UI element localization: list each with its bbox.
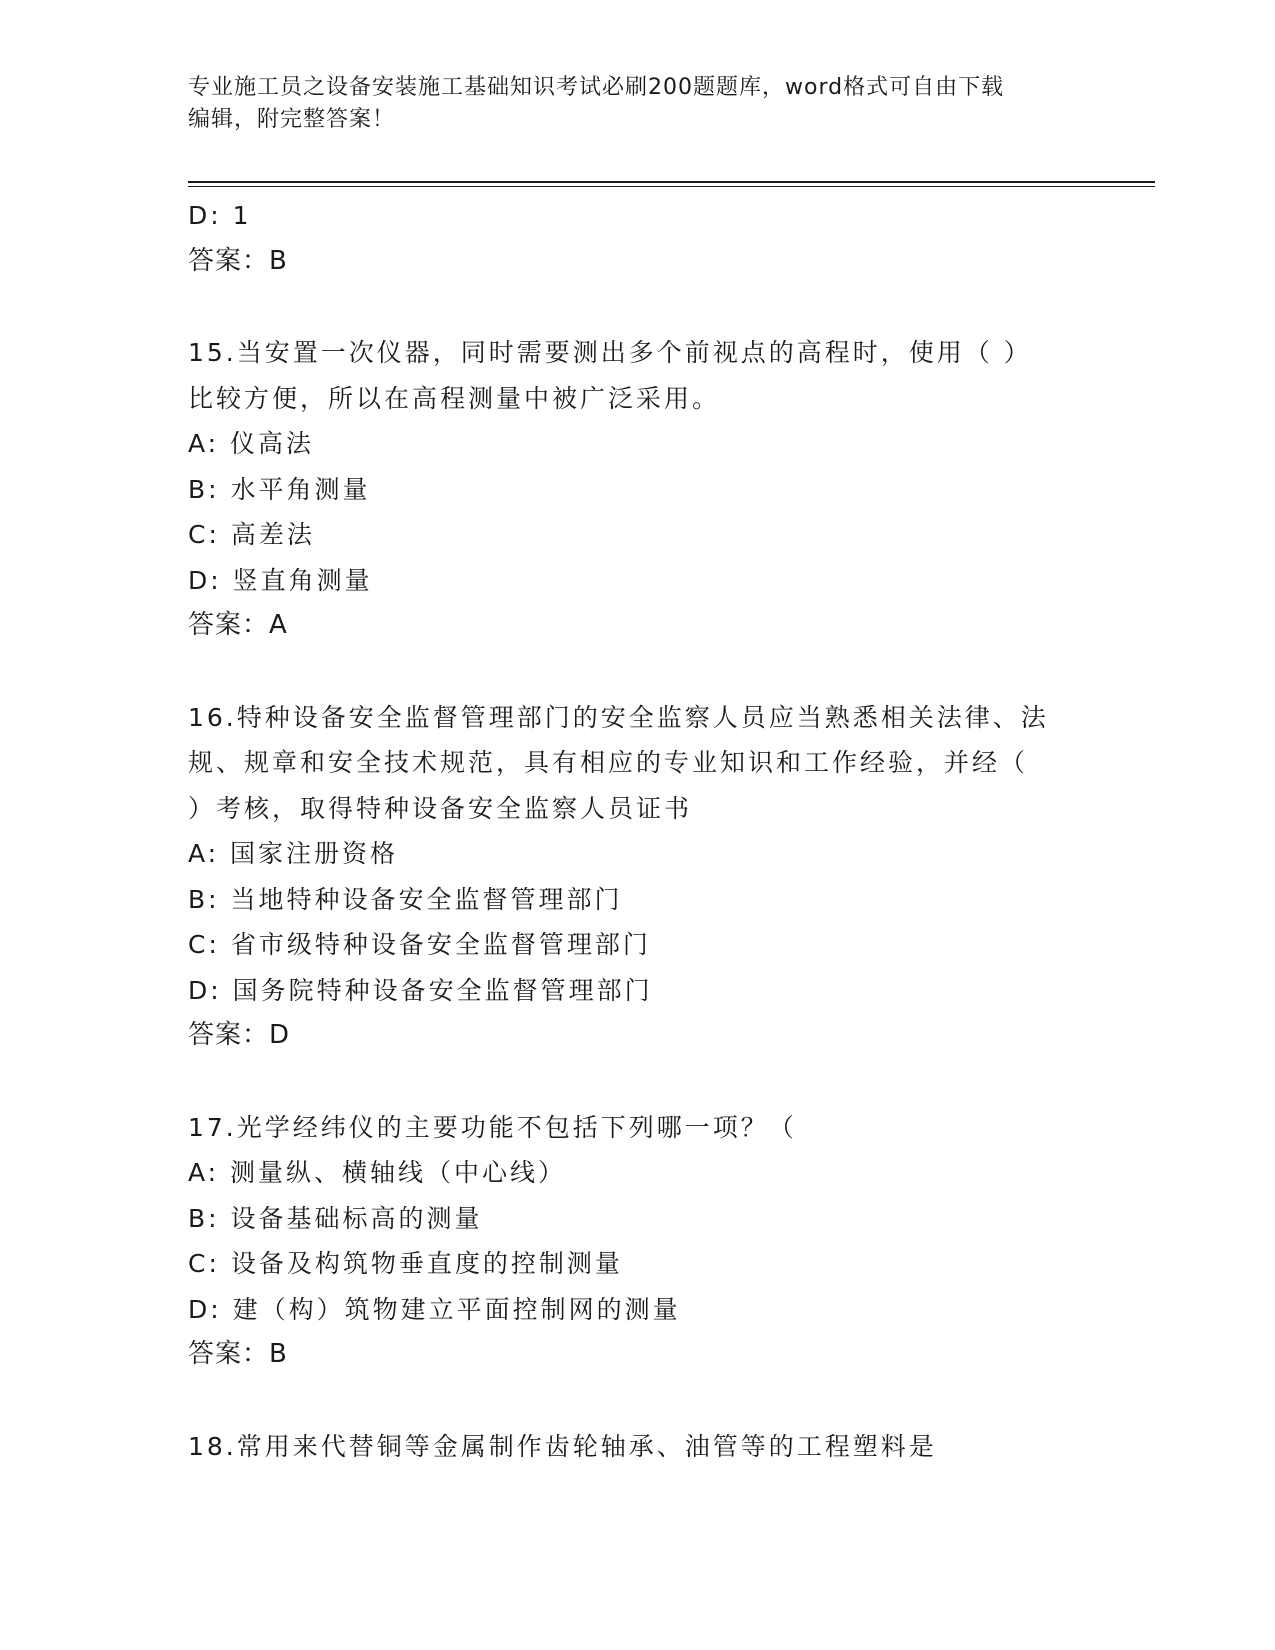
option-d: D: 1 <box>188 201 252 230</box>
option-b: B: 设备基础标高的测量 <box>188 1203 483 1233</box>
option-c: C: 省市级特种设备安全监督管理部门 <box>188 930 651 959</box>
spacer <box>188 649 1088 695</box>
spacer <box>188 1378 1088 1424</box>
header-divider-thin <box>188 186 1155 187</box>
header-title-line-1: 专业施工员之设备安装施工基础知识考试必刷200题题库，word格式可自由下载 <box>188 75 1005 100</box>
question-text-line: ）考核，取得特种设备安全监察人员证书 <box>188 793 693 823</box>
question-item <box>188 695 1088 1059</box>
question-item <box>188 1105 1088 1378</box>
answer-line: 答案：B <box>188 245 288 276</box>
header-divider-thick <box>188 181 1155 183</box>
question-item <box>188 1424 1088 1470</box>
question-text-line: 比较方便，所以在高程测量中被广泛采用。 <box>188 383 721 413</box>
question-item <box>188 330 1088 649</box>
answer-line: 答案：B <box>188 1339 288 1369</box>
question-text-line: 18.常用来代替铜等金属制作齿轮轴承、油管等的工程塑料是 <box>188 1431 937 1461</box>
question-list <box>188 193 1088 1469</box>
option-a: A: 国家注册资格 <box>188 839 399 868</box>
option-d: D: 国务院特种设备安全监督管理部门 <box>188 975 653 1005</box>
answer-line: 答案：D <box>188 1020 291 1050</box>
question-text-line: 规、规章和安全技术规范，具有相应的专业知识和工作经验，并经（ <box>188 748 1029 777</box>
question-item <box>188 193 1088 284</box>
spacer <box>188 1059 1088 1105</box>
option-c: C: 设备及构筑物垂直度的控制测量 <box>188 1249 623 1278</box>
option-a: A: 仪高法 <box>188 429 315 458</box>
option-b: B: 水平角测量 <box>188 474 371 504</box>
option-c: C: 高差法 <box>188 520 315 549</box>
option-d: D: 竖直角测量 <box>188 565 373 595</box>
question-text-line: 17.光学经纬仪的主要功能不包括下列哪一项？（ <box>188 1112 797 1142</box>
option-d: D: 建（构）筑物建立平面控制网的测量 <box>188 1294 681 1324</box>
answer-line: 答案：A <box>188 610 288 640</box>
header-title-line-2: 编辑，附完整答案！ <box>188 107 396 132</box>
page-header <box>188 72 1088 136</box>
option-a: A: 测量纵、横轴线（中心线） <box>188 1158 567 1187</box>
question-text-line: 15.当安置一次仪器，同时需要测出多个前视点的高程时，使用（ ） <box>188 338 1032 367</box>
spacer <box>188 284 1088 330</box>
question-text-line: 16.特种设备安全监督管理部门的安全监察人员应当熟悉相关法律、法 <box>188 702 1049 732</box>
option-b: B: 当地特种设备安全监督管理部门 <box>188 884 623 914</box>
